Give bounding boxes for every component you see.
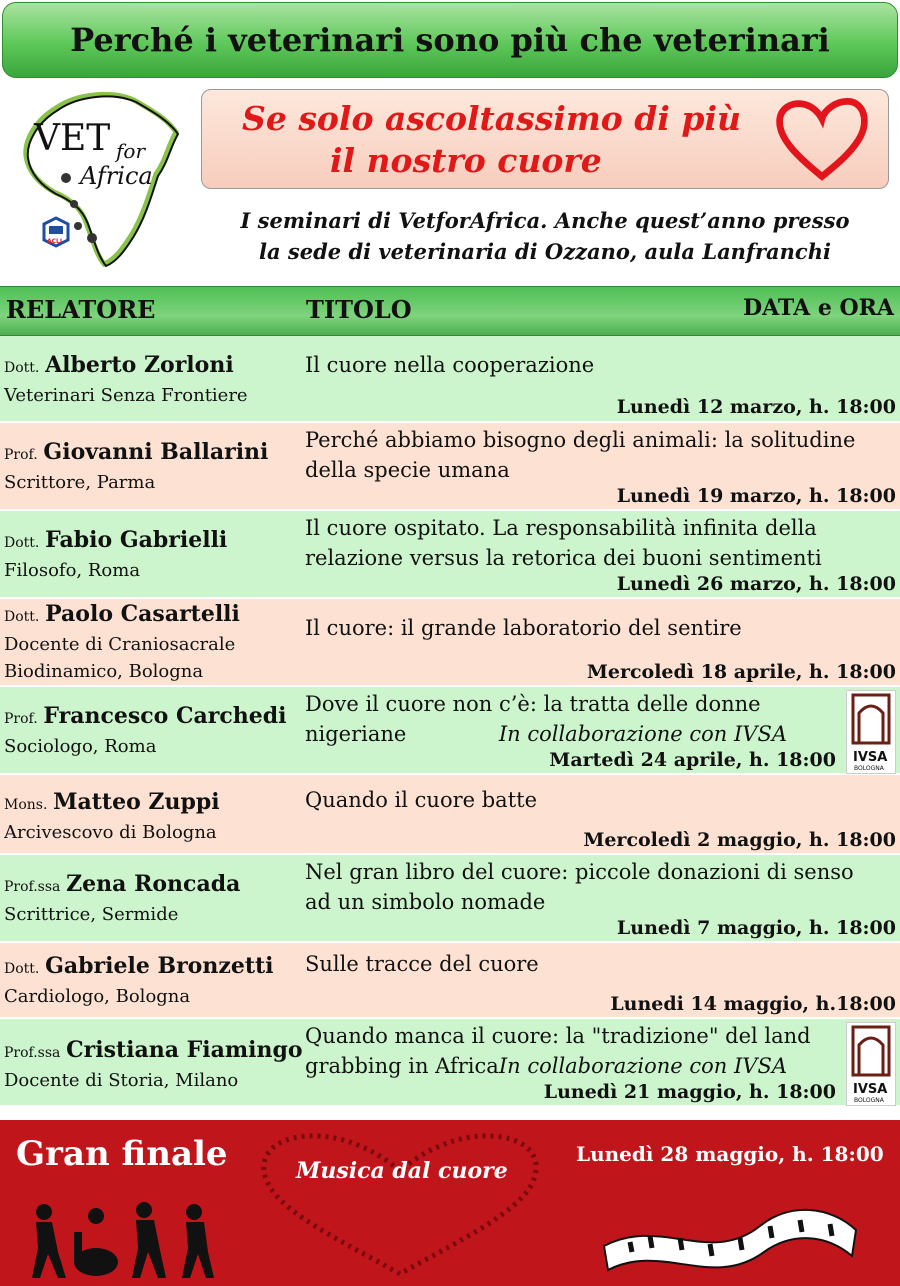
finale-date: Lunedì 28 maggio, h. 18:00 (576, 1142, 884, 1166)
ivsa-logo (846, 690, 896, 774)
intro-line1: I seminari di VetforAfrica. Anche quest’anno presso (240, 208, 850, 233)
speaker-name: Gabriele Bronzetti (45, 953, 274, 979)
band-silhouette-icon (14, 1192, 234, 1282)
talk-date: Lunedì 12 marzo, h. 18:00 (616, 396, 896, 418)
speaker-prefix: Dott. (4, 609, 40, 625)
talk-title-line2: della specie umana (305, 458, 510, 482)
speaker-name: Alberto Zorloni (45, 352, 234, 378)
acli-badge-icon (44, 218, 68, 246)
logo-africa: Africa (80, 162, 153, 190)
speaker-role: Scrittore, Parma (4, 472, 156, 493)
table-row (0, 1019, 900, 1107)
table-header (0, 286, 900, 336)
logo-for: for (116, 139, 146, 163)
subtitle-line2: il nostro cuore (330, 141, 602, 180)
talk-title: Il cuore nella cooperazione (305, 353, 595, 377)
logo-acli: ACLI (47, 238, 63, 245)
ivsa-arch-icon (847, 691, 895, 773)
talk-title-line1: Dove il cuore non c’è: la tratta delle donne (305, 692, 761, 716)
talk-title: Quando il cuore batte (305, 788, 537, 812)
talk-title-line1: Il cuore ospitato. La responsabilità infinita della (305, 516, 817, 540)
collaboration-note: In collaborazione con IVSA (498, 722, 787, 746)
talk-date: Lunedì 26 marzo, h. 18:00 (616, 573, 896, 595)
talk-date: Lunedì 7 maggio, h. 18:00 (616, 917, 896, 939)
speaker-prefix: Prof. (4, 711, 38, 727)
talk-date: Lunedì 19 marzo, h. 18:00 (616, 485, 896, 507)
speaker-name: Paolo Casartelli (45, 601, 240, 627)
speaker-name: Cristiana Fiamingo (66, 1037, 303, 1063)
speaker-prefix: Prof.ssa (4, 1045, 61, 1061)
subtitle-line1: Se solo ascoltassimo di più (242, 99, 741, 138)
speaker-prefix: Prof. (4, 447, 38, 463)
seminar-list (0, 336, 900, 1107)
finale-music: Musica dal cuore (296, 1158, 508, 1184)
talk-title-line1: Perché abbiamo bisogno degli animali: la solitudine (305, 428, 856, 452)
talk-date: Lunedì 21 maggio, h. 18:00 (543, 1081, 836, 1103)
speaker-name: Francesco Carchedi (43, 703, 287, 729)
talk-title-line1: Quando manca il cuore: la "tradizione" del land (305, 1024, 811, 1048)
speaker-role: Veterinari Senza Frontiere (4, 385, 248, 406)
speaker-role: Cardiologo, Bologna (4, 986, 191, 1007)
talk-title: Il cuore: il grande laboratorio del sentire (305, 616, 742, 640)
finale-banner (0, 1120, 900, 1286)
table-row (0, 511, 900, 599)
ivsa-sub: BOLOGNA (854, 1097, 884, 1104)
speaker-role: Scrittrice, Sermide (4, 904, 179, 925)
speaker-role: Sociologo, Roma (4, 736, 157, 757)
col-speaker: RELATORE (6, 295, 156, 324)
talk-title-line1: Nel gran libro del cuore: piccole donazioni di senso (305, 860, 854, 884)
speaker-role: Arcivescovo di Bologna (4, 822, 217, 843)
talk-title-line2: relazione versus la retorica dei buoni sentimenti (305, 546, 822, 570)
table-row (0, 599, 900, 687)
speaker-name: Zena Roncada (66, 871, 241, 897)
intro-line2: la sede di veterinaria di Ozzano, aula Lanfranchi (259, 239, 831, 264)
heart-icon (774, 94, 870, 184)
subtitle-banner (201, 89, 889, 189)
speaker-role: Filosofo, Roma (4, 560, 141, 581)
talk-date: Mercoledì 2 maggio, h. 18:00 (583, 829, 896, 851)
ivsa-logo (846, 1022, 896, 1106)
talk-title-line2: ad un simbolo nomade (305, 890, 546, 914)
speaker-prefix: Dott. (4, 360, 40, 376)
col-title: TITOLO (306, 295, 412, 324)
finale-title: Gran finale (16, 1134, 228, 1174)
speaker-prefix: Prof.ssa (4, 879, 61, 895)
table-row (0, 423, 900, 511)
ivsa-label: IVSA (853, 750, 888, 765)
speaker-prefix: Mons. (4, 797, 48, 813)
speaker-role-line2: Biodinamico, Bologna (4, 661, 204, 682)
speaker-name: Fabio Gabrielli (45, 527, 228, 553)
ivsa-sub: BOLOGNA (854, 765, 884, 772)
piano-keys-icon (600, 1186, 860, 1282)
speaker-role: Docente di Storia, Milano (4, 1070, 239, 1091)
talk-date: Mercoledì 18 aprile, h. 18:00 (586, 661, 896, 683)
logo-vet: VET (34, 118, 111, 159)
speaker-role-line1: Docente di Craniosacrale (4, 634, 236, 655)
table-row (0, 687, 900, 775)
talk-title-line2: grabbing in Africa (305, 1054, 499, 1078)
table-row (0, 775, 900, 855)
page-title: Perché i veterinari sono più che veterinari (70, 21, 830, 59)
ivsa-label: IVSA (853, 1082, 888, 1097)
talk-title-line2: nigeriane (305, 722, 407, 746)
intro-text (200, 205, 890, 267)
table-row (0, 943, 900, 1019)
vetforafrica-logo (16, 88, 186, 268)
speaker-prefix: Dott. (4, 961, 40, 977)
table-row (0, 336, 900, 423)
talk-title: Sulle tracce del cuore (305, 952, 539, 976)
speaker-name: Matteo Zuppi (53, 789, 220, 815)
table-row (0, 855, 900, 943)
talk-date: Martedì 24 aprile, h. 18:00 (549, 749, 836, 771)
page-title-bar (2, 2, 898, 78)
speaker-name: Giovanni Ballarini (43, 439, 269, 465)
ivsa-arch-icon (847, 1023, 895, 1105)
speaker-prefix: Dott. (4, 535, 40, 551)
col-date: DATA e ORA (742, 295, 894, 321)
collaboration-note: In collaborazione con IVSA (498, 1054, 787, 1078)
music-heart-icon (250, 1124, 550, 1280)
talk-date: Lunedi 14 maggio, h.18:00 (610, 993, 896, 1015)
